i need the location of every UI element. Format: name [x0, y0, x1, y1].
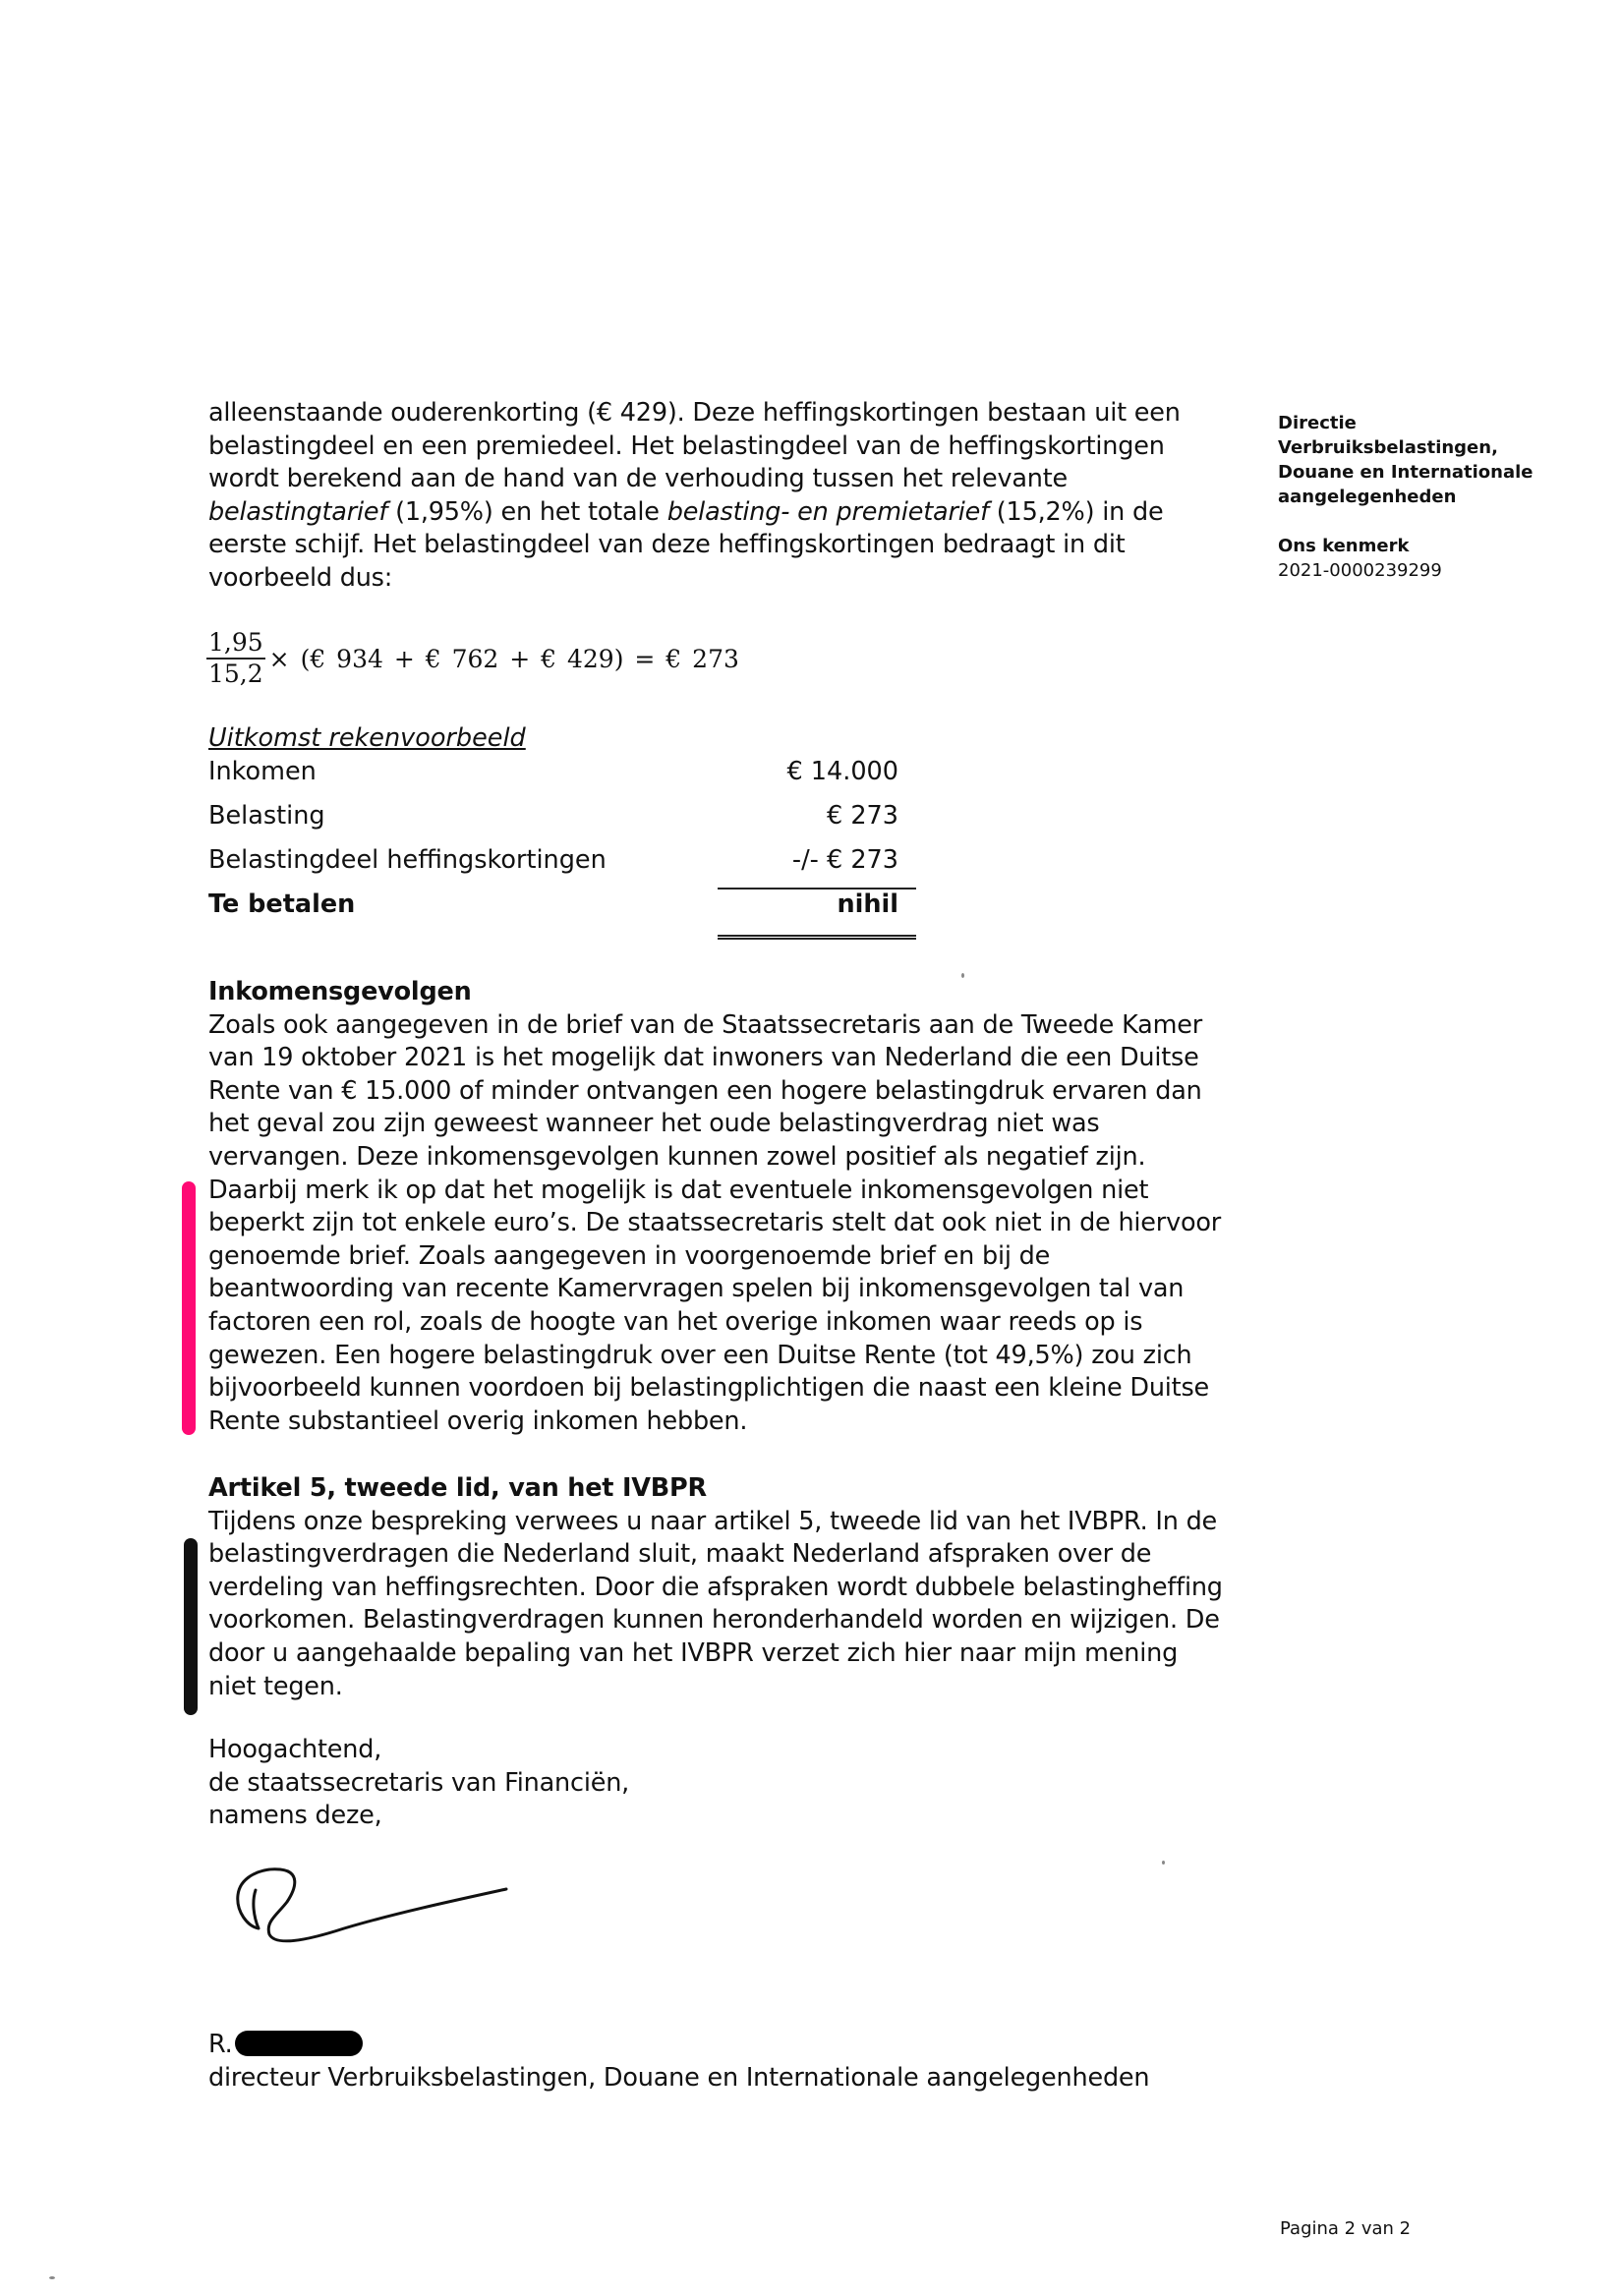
closing-line: namens deze,: [208, 1801, 382, 1831]
fraction: [206, 629, 265, 688]
term-premietarief: belasting- en premietarief: [666, 496, 989, 527]
row-value: € 273: [826, 801, 898, 831]
section-income-effects: [208, 976, 1260, 1438]
signatory-title: directeur Verbruiksbelastingen, Douane en Internationale aangelegenheden: [208, 2062, 1150, 2093]
handwritten-signature: [226, 1858, 521, 1966]
total-label: Te betalen: [208, 890, 356, 919]
text-line: voorbeeld dus:: [208, 562, 393, 593]
calculation-row: [208, 755, 916, 799]
intro-paragraph: [208, 397, 1260, 596]
row-value: € 14.000: [786, 757, 898, 786]
section-article-5: [208, 1472, 1260, 1703]
row-label: Inkomen: [208, 757, 317, 786]
department-line: Directie: [1278, 413, 1357, 433]
signatory-initial: R.: [208, 2030, 233, 2059]
closing-block: [208, 1734, 1260, 1833]
calculation-total-row: [208, 888, 916, 932]
redacted-name: [235, 2031, 363, 2056]
calculation-table: [208, 721, 916, 932]
calculation-row: [208, 843, 916, 888]
text-line: beantwoording van recente Kamervragen spelen bij inkomensgevolgen tal van: [208, 1274, 1185, 1304]
calculation-formula: [206, 629, 739, 688]
reference-label: Ons kenmerk: [1278, 536, 1410, 556]
department-line: Douane en Internationale: [1278, 462, 1533, 483]
text-line: door u aangehaalde bepaling van het IVBPR verzet zich hier naar mijn mening: [208, 1637, 1179, 1668]
change-marker-bar: [182, 1181, 196, 1435]
calculation-row: [208, 799, 916, 843]
fraction-denominator: 15,2: [208, 660, 263, 688]
text-fragment: (15,2%) in de: [988, 496, 1164, 527]
text-line: Rente van € 15.000 of minder ontvangen een hogere belastingdruk ervaren dan: [208, 1075, 1202, 1106]
row-label: Belastingdeel heffingskortingen: [208, 845, 607, 875]
text-line: genoemde brief. Zoals aangegeven in voorgenoemde brief en bij de: [208, 1240, 1051, 1271]
signatory-name: [208, 2029, 1260, 2062]
change-marker-bar: [184, 1538, 198, 1715]
text-line: belastingverdragen die Nederland sluit, maakt Nederland afspraken over de: [208, 1539, 1152, 1570]
subtotal-rule: [718, 888, 916, 890]
text-line: vervangen. Deze inkomensgevolgen kunnen zowel positief als negatief zijn.: [208, 1141, 1146, 1172]
text-line: het geval zou zijn geweest wanneer het oude belastingverdrag niet was: [208, 1109, 1100, 1139]
term-belastingtarief: belastingtarief: [208, 496, 388, 527]
text-line: van 19 oktober 2021 is het mogelijk dat inwoners van Nederland die een Duitse: [208, 1043, 1199, 1073]
text-line: verdeling van heffingsrechten. Door die afspraken wordt dubbele belastingheffing: [208, 1572, 1223, 1602]
page-number: Pagina 2 van 2: [1280, 2218, 1412, 2239]
formula-expression: × (€ 934 + € 762 + € 429) = € 273: [268, 644, 739, 673]
text-line: Daarbij merk ik op dat het mogelijk is dat eventuele inkomensgevolgen niet: [208, 1175, 1149, 1205]
text-line: alleenstaande ouderenkorting (€ 429). Deze heffingskortingen bestaan uit een: [208, 398, 1181, 428]
text-line: Rente substantieel overig inkomen hebben.: [208, 1406, 748, 1436]
text-line: eerste schijf. Het belastingdeel van deze heffingskortingen bedraagt in dit: [208, 530, 1126, 560]
text-line: bijvoorbeeld kunnen voordoen bij belastingplichtigen die naast een kleine Duitse: [208, 1373, 1210, 1404]
closing-line: de staatssecretaris van Financiën,: [208, 1767, 630, 1798]
department-line: aangelegenheden: [1278, 487, 1457, 507]
closing-line: Hoogachtend,: [208, 1735, 382, 1764]
text-line: wordt berekend aan de hand van de verhouding tussen het relevante: [208, 464, 1069, 494]
scan-speck: [1162, 1861, 1165, 1865]
section-heading: Inkomensgevolgen: [208, 977, 472, 1006]
scan-speck: [961, 973, 964, 978]
text-line: Zoals ook aangegeven in de brief van de Staatssecretaris aan de Tweede Kamer: [208, 1009, 1202, 1040]
department-line: Verbruiksbelastingen,: [1278, 437, 1498, 458]
calculation-title: Uitkomst rekenvoorbeeld: [208, 723, 526, 753]
reference-value: 2021-0000239299: [1278, 560, 1442, 581]
section-heading: Artikel 5, tweede lid, van het IVBPR: [208, 1473, 707, 1503]
text-line: niet tegen.: [208, 1671, 343, 1701]
text-line: [208, 496, 1260, 530]
text-line: gewezen. Een hogere belastingdruk over een Duitse Rente (tot 49,5%) zou zich: [208, 1340, 1192, 1370]
total-value: nihil: [837, 890, 898, 919]
row-label: Belasting: [208, 801, 325, 831]
sidebar-info: [1278, 411, 1592, 583]
text-line: beperkt zijn tot enkele euro’s. De staatssecretaris stelt dat ook niet in de hiervoor: [208, 1208, 1222, 1238]
text-line: belastingdeel en een premiedeel. Het belastingdeel van de heffingskortingen: [208, 430, 1165, 461]
row-value: -/- € 273: [791, 845, 898, 875]
text-line: Tijdens onze bespreking verwees u naar artikel 5, tweede lid van het IVBPR. In de: [208, 1506, 1218, 1536]
text-line: factoren een rol, zoals de hoogte van het overige inkomen waar reeds op is: [208, 1306, 1143, 1337]
signatory-block: [208, 2029, 1260, 2095]
text-line: voorkomen. Belastingverdragen kunnen heronderhandeld worden en wijzigen. De: [208, 1605, 1220, 1636]
text-fragment: (1,95%) en het totale: [387, 496, 667, 527]
fraction-numerator: 1,95: [206, 629, 265, 660]
scan-speck: [49, 2276, 55, 2279]
total-double-rule: [718, 935, 916, 940]
